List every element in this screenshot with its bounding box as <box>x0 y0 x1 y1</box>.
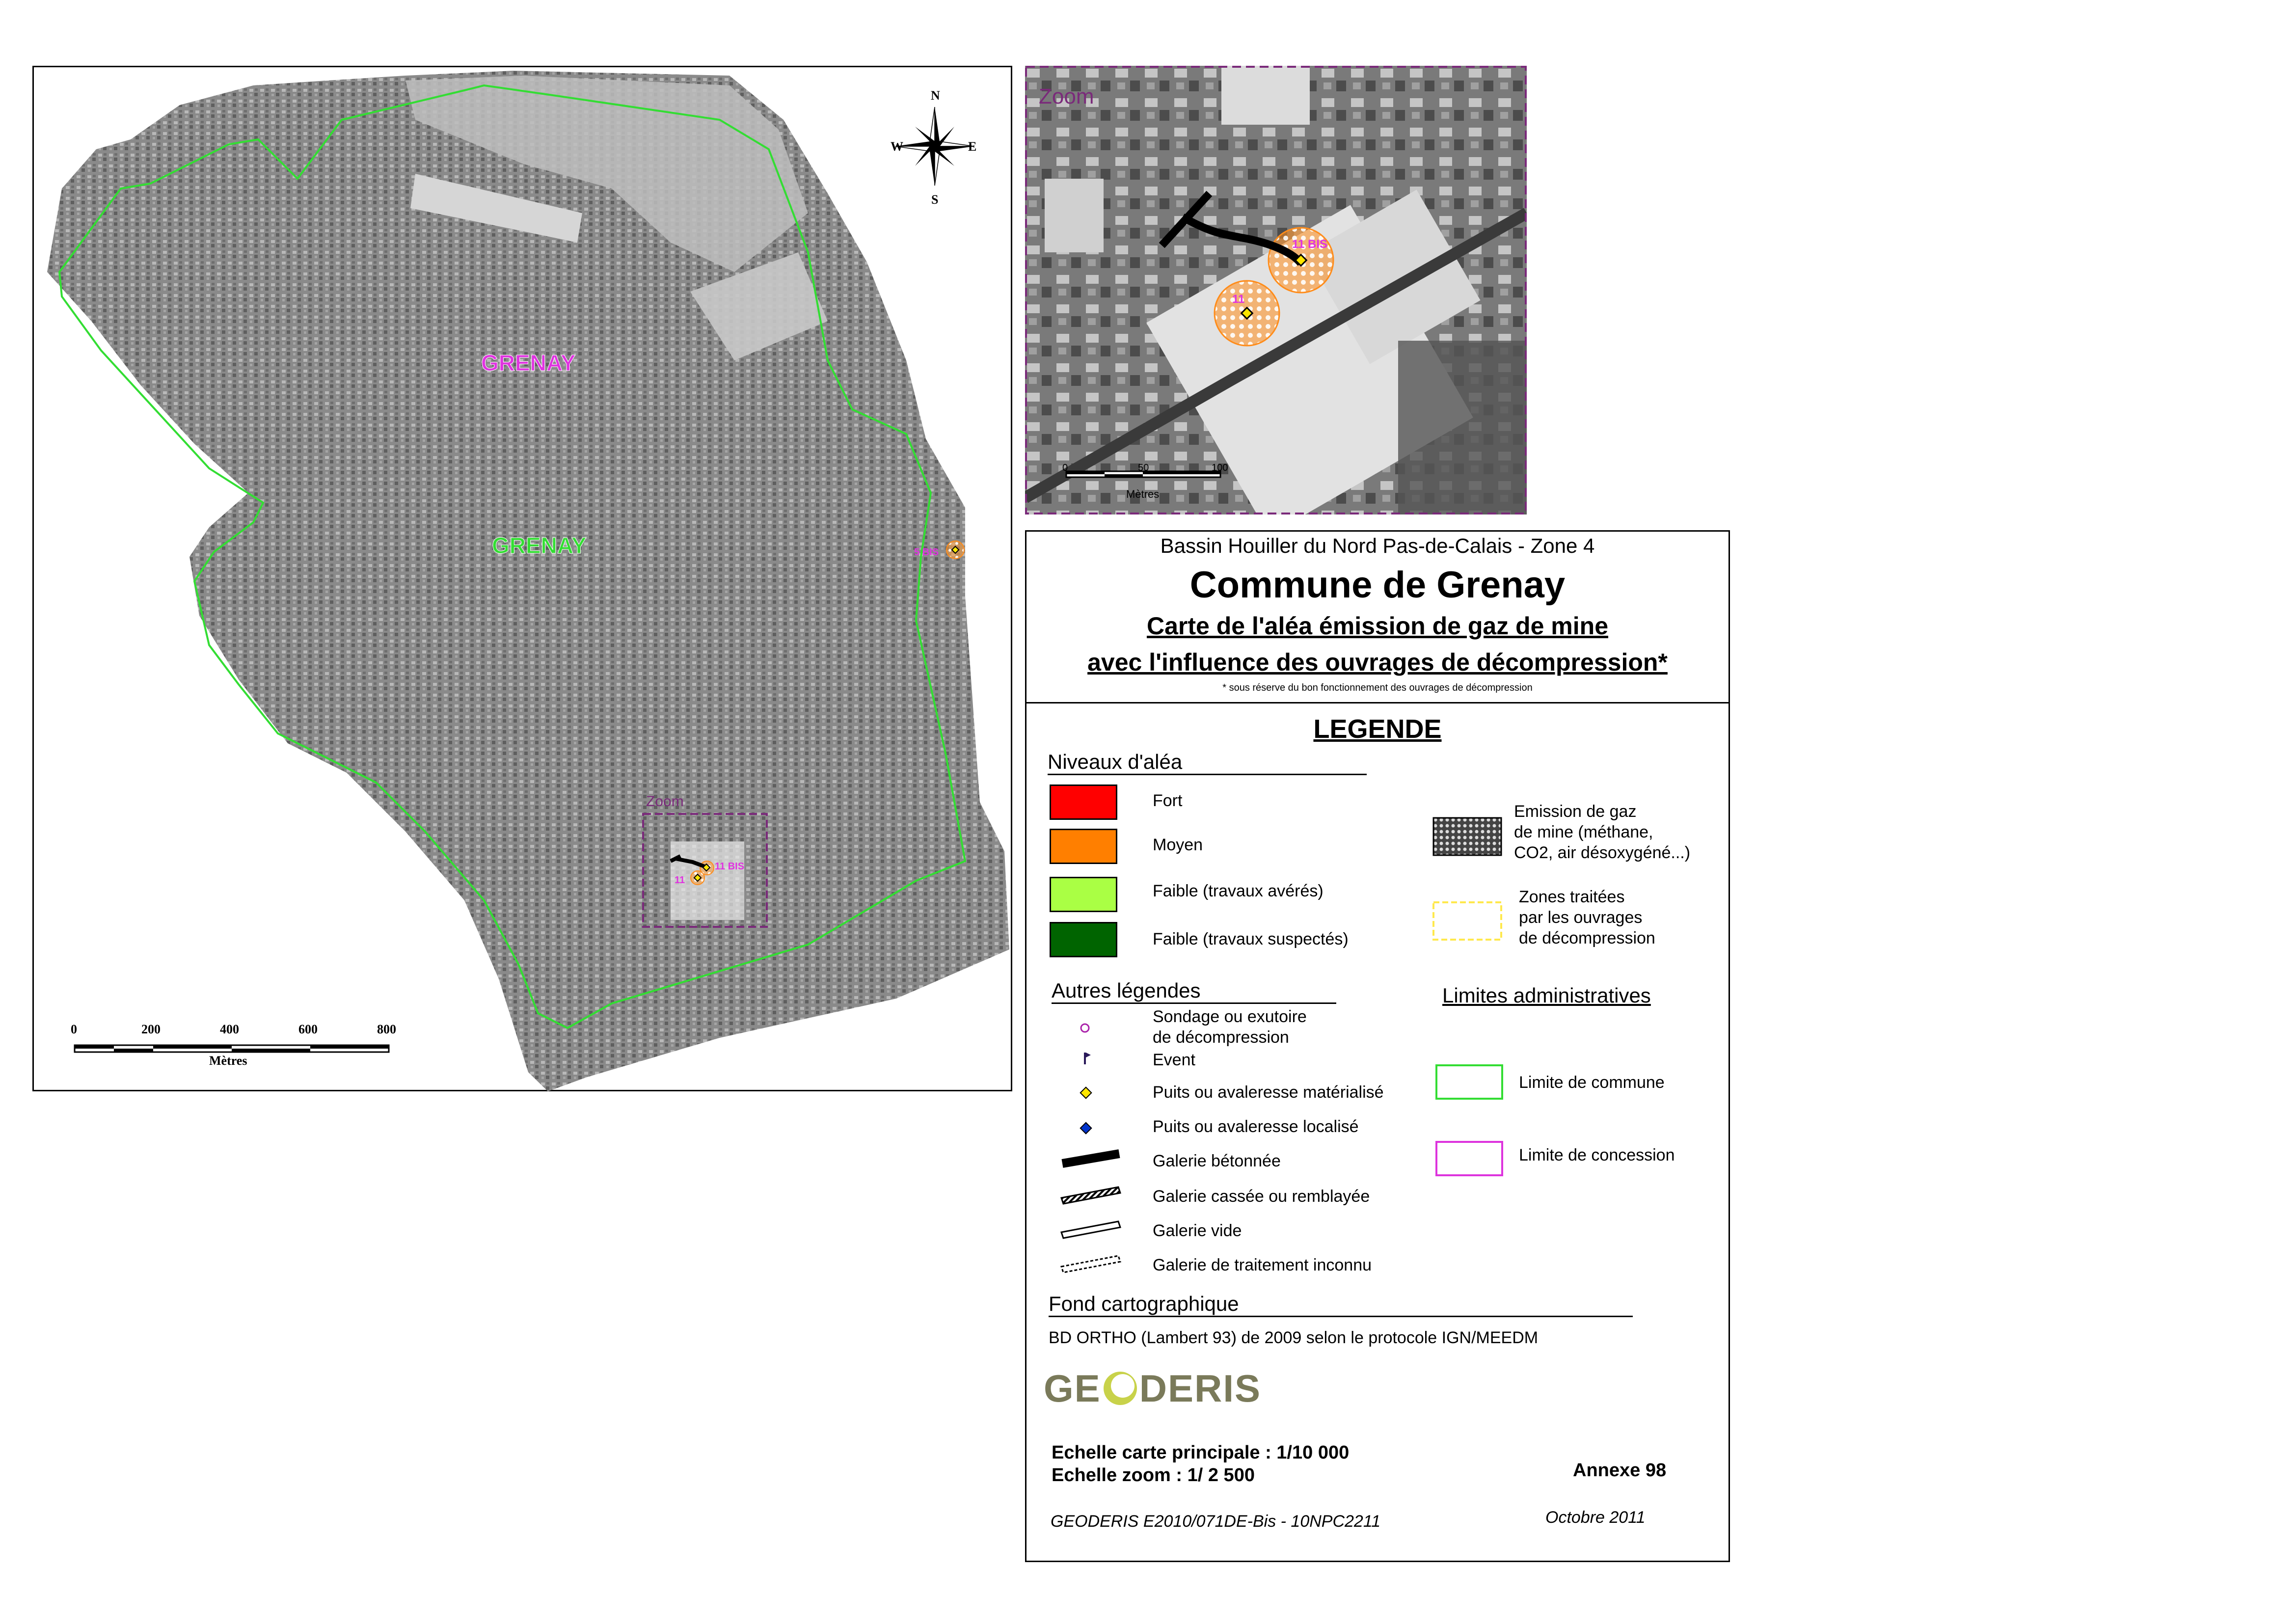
building-west <box>1045 179 1104 252</box>
emission-gaz-icon <box>1432 817 1502 856</box>
galerie-inconnu-icon <box>1059 1252 1123 1273</box>
main-map[interactable] <box>32 66 1012 1091</box>
zoom-area-label: Zoom <box>646 793 684 810</box>
swatch-moyen <box>1050 829 1117 864</box>
shaft-label-5bis: 5 BIS <box>914 547 939 558</box>
zoom-scale-tick-50: 50 <box>1138 462 1149 473</box>
puits-materialise-icon <box>1078 1085 1094 1101</box>
annexe-number: Annexe 98 <box>1573 1460 1667 1481</box>
geoderis-logo-left: GE <box>1044 1366 1101 1410</box>
label-zones-traitees: Zones traitées par les ouvrages de décompression <box>1519 888 1655 947</box>
map-subtitle-2 <box>1025 648 1730 676</box>
woodland <box>1398 341 1527 514</box>
echelle-zoom: Echelle zoom : 1/ 2 500 <box>1052 1465 1255 1486</box>
sondage-icon <box>1078 1021 1092 1035</box>
zoom-map[interactable] <box>1025 66 1527 514</box>
zoom-map-label: Zoom <box>1039 84 1094 108</box>
compass-e: E <box>968 139 977 154</box>
label-puits-localise: Puits ou avaleresse localisé <box>1153 1117 1359 1136</box>
compass-w: W <box>891 139 903 154</box>
main-scale-tick-600: 600 <box>298 1022 318 1036</box>
map-subtitle-2-text: avec l'influence des ouvrages de décompression* <box>1087 649 1668 676</box>
shaft-label-11bis: 11 BIS <box>715 861 745 872</box>
zoom-shaft-label-11: 11 <box>1232 293 1245 306</box>
swatch-fort <box>1050 784 1117 820</box>
main-scale-tick-200: 200 <box>141 1022 161 1036</box>
document-date: Octobre 2011 <box>1545 1508 1646 1527</box>
limites-heading: Limites administratives <box>1442 984 1651 1007</box>
puits-localise-icon <box>1078 1120 1094 1136</box>
zoom-scale-unit: Mètres <box>1126 488 1160 500</box>
label-moyen: Moyen <box>1153 836 1203 854</box>
label-faible-suspectes: Faible (travaux suspectés) <box>1153 930 1349 948</box>
main-scale-tick-800: 800 <box>377 1022 396 1036</box>
footnote: * sous réserve du bon fonctionnement des ouvrages de décompression <box>1222 682 1533 693</box>
main-scale-tick-0: 0 <box>71 1022 77 1036</box>
autres-heading: Autres légendes <box>1052 979 1336 1004</box>
basin-title: Bassin Houiller du Nord Pas-de-Calais - Zone 4 <box>1160 534 1595 557</box>
swatch-faible-averes <box>1050 877 1117 912</box>
galerie-vide-icon <box>1059 1217 1123 1239</box>
place-label-grenay-concession: GRENAY <box>481 350 576 376</box>
place-label-grenay-commune: GRENAY <box>492 533 587 558</box>
compass-rose-icon <box>895 107 977 186</box>
limite-concession-swatch <box>1435 1141 1503 1176</box>
swatch-faible-suspectes <box>1050 922 1117 957</box>
reference-code: GEODERIS E2010/071DE-Bis - 10NPC2211 <box>1051 1512 1381 1531</box>
map-subtitle-1 <box>1025 612 1730 640</box>
geoderis-logo <box>1044 1364 1261 1413</box>
shaft-label-11: 11 <box>675 875 685 886</box>
geoderis-logo-disc <box>1102 1370 1138 1407</box>
label-event: Event <box>1153 1051 1195 1069</box>
compass-s: S <box>931 192 939 207</box>
label-faible-averes: Faible (travaux avérés) <box>1153 882 1324 900</box>
label-galerie-betonnee: Galerie bétonnée <box>1153 1152 1281 1170</box>
label-limite-concession: Limite de concession <box>1519 1146 1675 1164</box>
label-galerie-vide: Galerie vide <box>1153 1221 1242 1240</box>
label-puits-materialise: Puits ou avaleresse matérialisé <box>1153 1083 1384 1102</box>
main-scale-tick-400: 400 <box>220 1022 239 1036</box>
niveaux-heading: Niveaux d'aléa <box>1048 750 1367 775</box>
limite-commune-swatch <box>1435 1064 1503 1100</box>
main-scale-unit: Mètres <box>209 1054 247 1068</box>
event-icon <box>1082 1052 1092 1066</box>
galerie-cassee-icon <box>1059 1183 1123 1205</box>
main-scale-bar <box>75 1045 389 1052</box>
fond-heading: Fond cartographique <box>1049 1292 1633 1317</box>
title-divider <box>1025 702 1730 703</box>
label-limite-commune: Limite de commune <box>1519 1073 1665 1092</box>
compass-n: N <box>931 88 940 103</box>
zoom-shaft-label-11bis: 11 BIS <box>1292 238 1328 251</box>
label-sondage: Sondage ou exutoire de décompression <box>1153 1007 1307 1047</box>
fond-text: BD ORTHO (Lambert 93) de 2009 selon le protocole IGN/MEEDM <box>1049 1328 1539 1347</box>
legend-title <box>1025 714 1730 744</box>
building-north <box>1221 66 1310 125</box>
echelle-principale: Echelle carte principale : 1/10 000 <box>1052 1442 1350 1463</box>
legend-title-text: LEGENDE <box>1313 714 1442 744</box>
map-subtitle-1-text: Carte de l'aléa émission de gaz de mine <box>1146 612 1608 640</box>
zones-traitees-icon <box>1432 901 1502 941</box>
label-galerie-cassee: Galerie cassée ou remblayée <box>1153 1187 1370 1206</box>
geoderis-logo-right: DERIS <box>1139 1366 1262 1410</box>
commune-title: Commune de Grenay <box>1189 564 1566 606</box>
galerie-betonnee-icon <box>1059 1149 1123 1168</box>
zoom-scale-tick-100: 100 <box>1212 462 1228 473</box>
label-emission-gaz: Emission de gaz de mine (méthane, CO2, air désoxygéné...) <box>1514 802 1691 862</box>
zoom-scale-tick-0: 0 <box>1062 462 1068 473</box>
label-galerie-inconnu: Galerie de traitement inconnu <box>1153 1256 1372 1274</box>
label-fort: Fort <box>1153 791 1183 810</box>
